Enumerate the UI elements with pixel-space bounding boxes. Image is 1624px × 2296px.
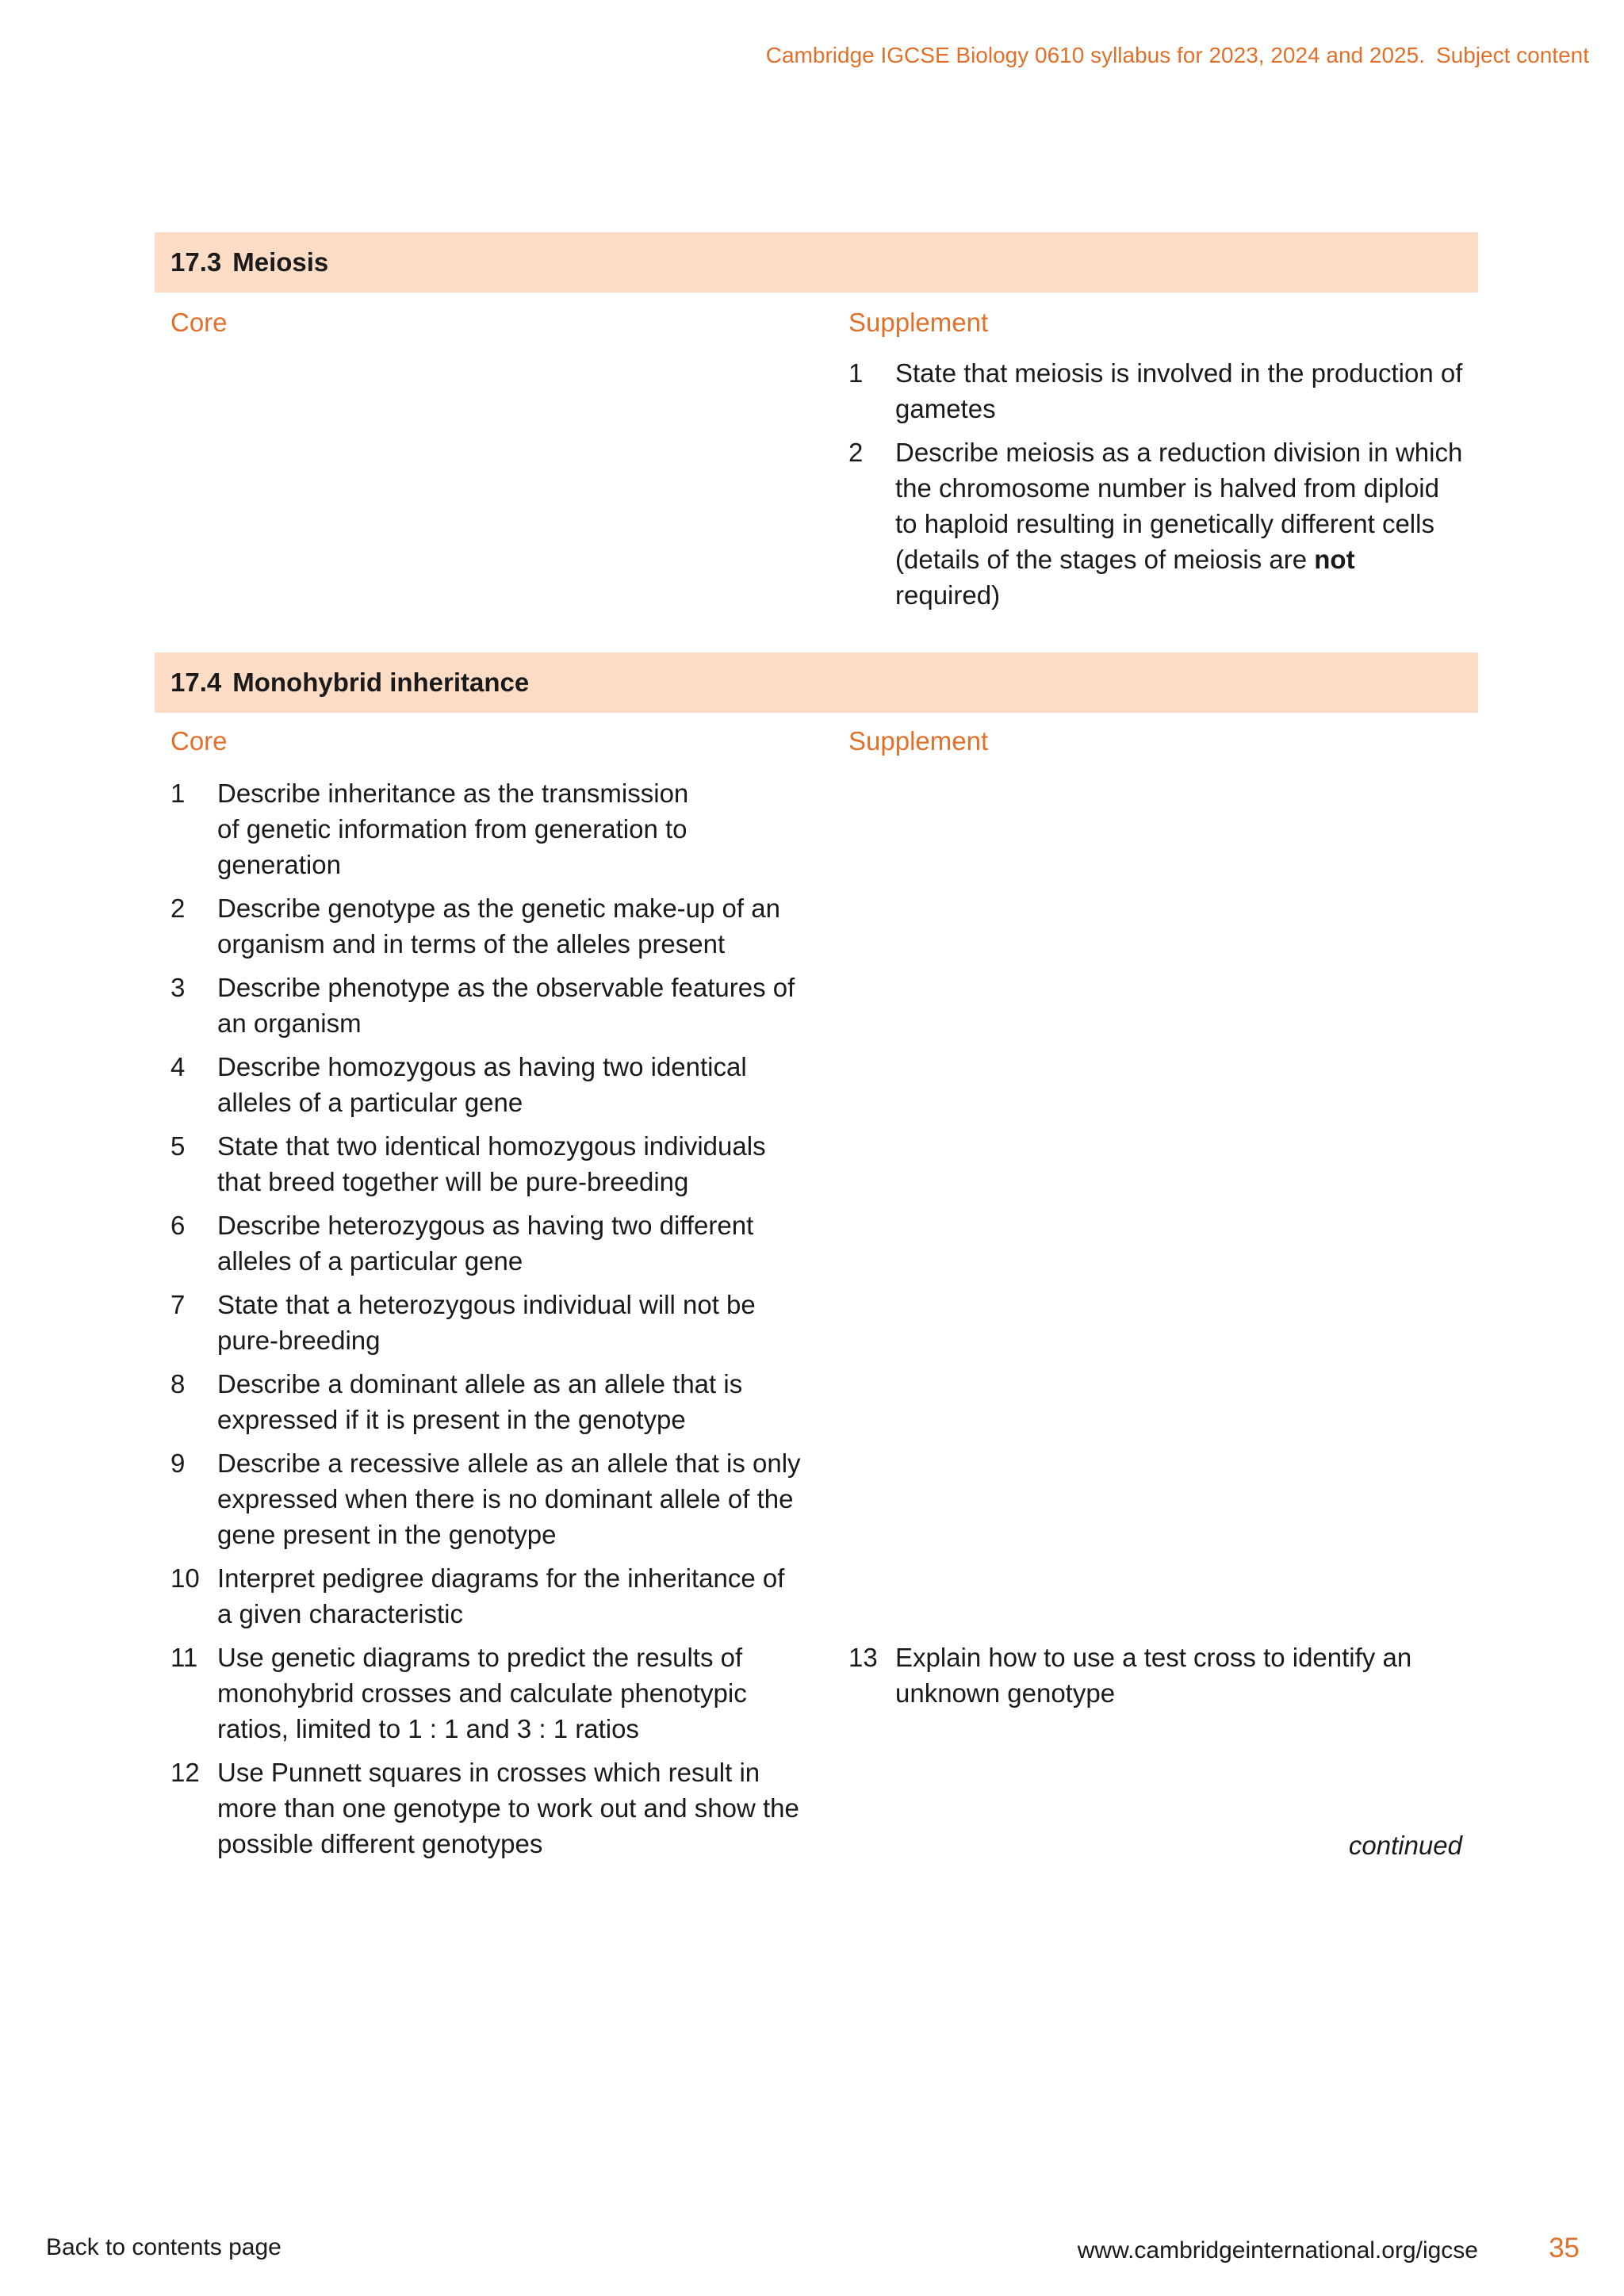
section-meiosis <box>155 232 1478 610</box>
core-objective <box>170 775 805 882</box>
supplement-column-label: Supplement <box>848 308 989 337</box>
core-objective <box>170 970 805 1041</box>
objective-number: 12 <box>170 1758 200 1787</box>
core-objective <box>170 1366 805 1437</box>
objective-number: 1 <box>170 779 186 808</box>
objective-text: Describe phenotype as the observable features of an organism <box>217 973 795 1038</box>
objective-number: 10 <box>170 1563 200 1593</box>
core-column-label: Core <box>170 308 228 337</box>
objective-text <box>895 434 1463 613</box>
header-section: Subject content <box>1435 43 1589 67</box>
supplement-objective <box>848 434 1463 613</box>
back-to-contents-link[interactable]: Back to contents page <box>46 2234 282 2260</box>
objective-text: Describe a dominant allele as an allele that is expressed if it is present in the genotype <box>217 1369 743 1434</box>
core-objective <box>170 890 805 962</box>
page-number: 35 <box>1549 2233 1580 2263</box>
objective-number: 13 <box>848 1643 878 1672</box>
section-header <box>155 652 1478 713</box>
core-objective <box>170 1287 805 1358</box>
objective-text: Describe inheritance as the transmission of genetic information from generation to generation <box>217 779 689 879</box>
core-objective <box>170 1755 805 1862</box>
objective-number: 1 <box>848 358 864 388</box>
objective-number: 4 <box>170 1052 186 1081</box>
objective-number: 11 <box>170 1643 198 1672</box>
objective-text: Use Punnett squares in crosses which result in more than one genotype to work out and show the possible different genotypes <box>217 1758 799 1858</box>
section-title: Monohybrid inheritance <box>232 668 530 697</box>
supplement-column-label: Supplement <box>848 726 989 756</box>
objective-number: 8 <box>170 1369 186 1399</box>
objective-text-after: required) <box>895 580 1001 610</box>
core-objective <box>170 1560 805 1632</box>
header-title: Cambridge IGCSE Biology 0610 syllabus for 2023, 2024 and 2025. <box>765 43 1425 67</box>
objective-number: 9 <box>170 1448 186 1478</box>
objective-text: Describe heterozygous as having two different alleles of a particular gene <box>217 1211 754 1276</box>
objective-text: State that meiosis is involved in the production of gametes <box>895 358 1463 423</box>
section-monohybrid-inheritance <box>155 652 1478 1889</box>
objective-text: Describe genotype as the genetic make-up of an organism and in terms of the alleles present <box>217 894 780 959</box>
objective-text: State that a heterozygous individual will not be pure-breeding <box>217 1290 756 1355</box>
core-objective <box>170 1445 805 1552</box>
objective-number: 3 <box>170 973 186 1002</box>
section-number: 17.3 <box>170 247 222 277</box>
objective-number: 2 <box>170 894 186 923</box>
section-number: 17.4 <box>170 668 222 697</box>
section-title: Meiosis <box>232 247 329 277</box>
website-link[interactable]: www.cambridgeinternational.org/igcse <box>1077 2237 1478 2263</box>
objective-number: 2 <box>848 438 864 467</box>
supplement-objective <box>848 355 1463 427</box>
objective-text: State that two identical homozygous individuals that breed together will be pure-breeding <box>217 1131 766 1196</box>
objective-text: Describe homozygous as having two identical alleles of a particular gene <box>217 1052 747 1117</box>
objective-text: Explain how to use a test cross to identify an unknown genotype <box>895 1643 1412 1708</box>
core-objective <box>170 1128 805 1200</box>
core-objective <box>170 1049 805 1120</box>
core-objective <box>170 1207 805 1279</box>
section-header <box>155 232 1478 293</box>
objective-text: Use genetic diagrams to predict the results of monohybrid crosses and calculate phenotypic ratios, limited to 1 : 1 and 3 : 1 ratios <box>217 1643 747 1743</box>
objective-text: Describe a recessive allele as an allele that is only expressed when there is no dominant allele of the gene present in the genotype <box>217 1448 801 1549</box>
core-objective <box>170 1640 805 1747</box>
core-column-label: Core <box>170 726 228 756</box>
continued-label: continued <box>1348 1831 1462 1860</box>
objective-number: 5 <box>170 1131 186 1161</box>
running-header <box>766 43 1589 68</box>
objective-text-bold: not <box>1314 545 1355 574</box>
supplement-objective <box>848 1640 1463 1711</box>
objective-text-before: Describe meiosis as a reduction division in which the chromosome number is halved from diploid to haploid resulting in genetically different cells (details of the stages of meiosis are <box>895 438 1463 574</box>
objective-text: Interpret pedigree diagrams for the inheritance of a given characteristic <box>217 1563 785 1628</box>
objective-number: 6 <box>170 1211 186 1240</box>
objective-number: 7 <box>170 1290 186 1319</box>
